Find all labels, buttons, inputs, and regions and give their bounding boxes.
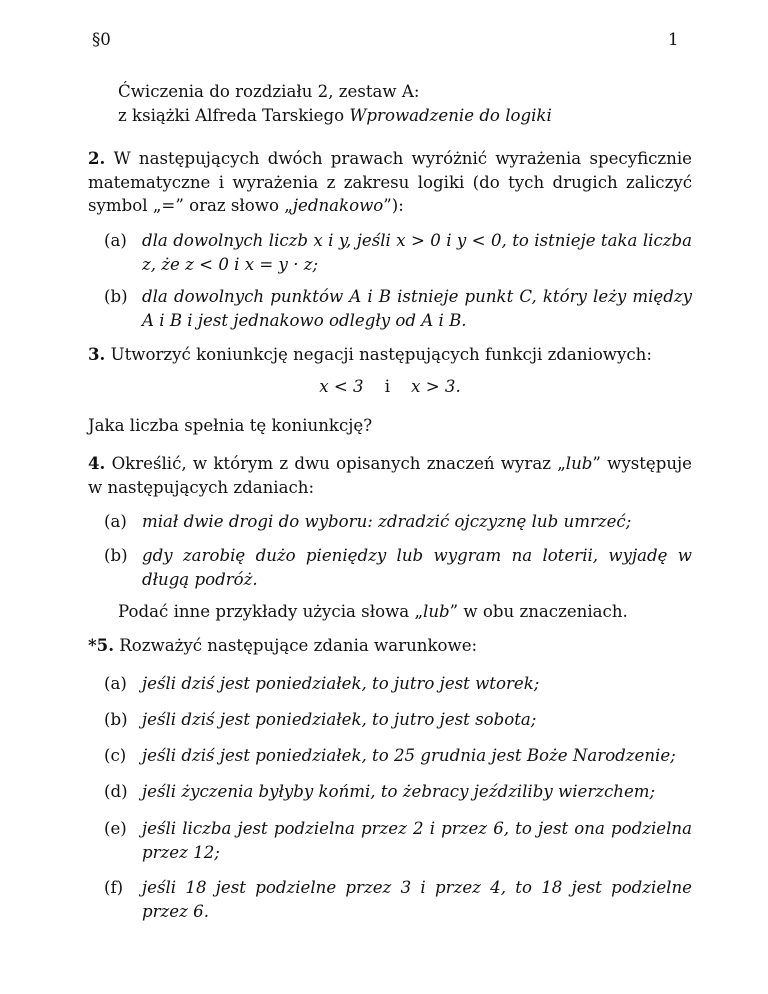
book-title: Wprowadzenie do logiki — [349, 105, 552, 125]
list-item — [104, 817, 692, 864]
item-label: (d) — [104, 782, 128, 801]
item-text: jeśli dziś jest poniedziałek, to jutro jest sobota; — [142, 710, 537, 729]
list-item — [104, 672, 692, 696]
exercise-number: 3. — [88, 344, 106, 364]
item-text: jeśli dziś jest poniedziałek, to 25 grudnia jest Boże Narodzenie; — [142, 746, 676, 765]
item-label: (a) — [104, 512, 127, 531]
item-label: (e) — [104, 819, 127, 838]
list-item — [104, 285, 692, 332]
exercise-text-end: ” występuje w następujących zdaniach: — [88, 454, 693, 497]
item-label: (b) — [104, 287, 128, 306]
list-item — [104, 510, 692, 534]
title-prefix: z książki Alfreda Tarskiego — [118, 105, 345, 125]
item-label: (c) — [104, 746, 127, 765]
exercise-number: 4. — [88, 453, 106, 473]
item-label: (b) — [104, 710, 128, 729]
quoted-word: lub — [565, 454, 593, 473]
list-item — [104, 780, 692, 804]
exercise-number: 2. — [88, 148, 106, 168]
exercise-2-prompt — [88, 147, 692, 218]
section-marker: §0 — [92, 30, 111, 49]
item-text: dla dowolnych punktów A i B istnieje punkt C, który leży między A i B i jest jednakowo odległy od A i B. — [142, 287, 692, 330]
exercise-3-prompt — [88, 343, 692, 367]
exercise-4-prompt — [88, 452, 692, 499]
item-text: dla dowolnych liczb x i y, jeśli x > 0 i y < 0, to istnieje taka liczba z, że z < 0 i x = y · z; — [142, 231, 692, 274]
item-text: gdy zarobię dużo pieniędzy lub wygram na loterii, wyjadę w długą podróż. — [142, 546, 692, 589]
document-title — [118, 80, 722, 127]
exercise-text: Rozważyć następujące zdania warunkowe: — [119, 636, 478, 655]
exercise-text: W następujących dwóch prawach wyróżnić wyrażenia specyficznie matematyczne i wyrażenia z zakresu logiki (do tych drugich zaliczyć symbol „=” oraz słowo „ — [88, 149, 692, 215]
quoted-word: jednakowo — [292, 196, 384, 215]
formula-conjunction: i — [384, 377, 391, 396]
quoted-word: lub — [423, 602, 450, 621]
exercise-text-end: ”): — [383, 196, 404, 215]
exercise-3-question: Jaka liczba spełnia tę koniunkcję? — [88, 416, 373, 435]
title-line-1: Ćwiczenia do rozdziału 2, zestaw A: — [118, 82, 420, 101]
item-text: jeśli życzenia byłyby końmi, to żebracy jeździliby wierzchem; — [142, 782, 656, 801]
item-text: jeśli liczba jest podzielna przez 2 i przez 6, to jest ona podzielna przez 12; — [142, 819, 692, 862]
list-item — [104, 544, 692, 591]
list-item — [104, 229, 692, 276]
item-label: (a) — [104, 231, 127, 250]
item-text: miał dwie drogi do wyboru: zdradzić ojczyznę lub umrzeć; — [142, 512, 632, 531]
exercise-4-followup — [118, 600, 692, 624]
item-text: jeśli dziś jest poniedziałek, to jutro jest wtorek; — [142, 674, 540, 693]
formula-right: x > 3. — [411, 377, 461, 396]
item-label: (f) — [104, 878, 124, 897]
item-label: (a) — [104, 674, 127, 693]
exercise-text: Określić, w którym z dwu opisanych znaczeń wyraz „ — [111, 454, 566, 473]
item-text: jeśli 18 jest podzielne przez 3 i przez 4, to 18 jest podzielne przez 6. — [142, 878, 692, 921]
title-line-2 — [118, 104, 722, 128]
exercise-5-prompt — [88, 634, 692, 658]
exercise-text: Utworzyć koniunkcję negacji następujących funkcji zdaniowych: — [110, 345, 652, 364]
page-number: 1 — [668, 30, 679, 49]
list-item — [104, 876, 692, 923]
followup-text-end: ” w obu znaczeniach. — [449, 602, 628, 621]
followup-text: Podać inne przykłady użycia słowa „ — [118, 602, 424, 621]
list-item — [104, 744, 692, 768]
list-item — [104, 708, 692, 732]
formula — [88, 377, 692, 396]
formula-left: x < 3 — [319, 377, 364, 396]
exercise-number: *5. — [88, 635, 115, 655]
item-label: (b) — [104, 546, 128, 565]
